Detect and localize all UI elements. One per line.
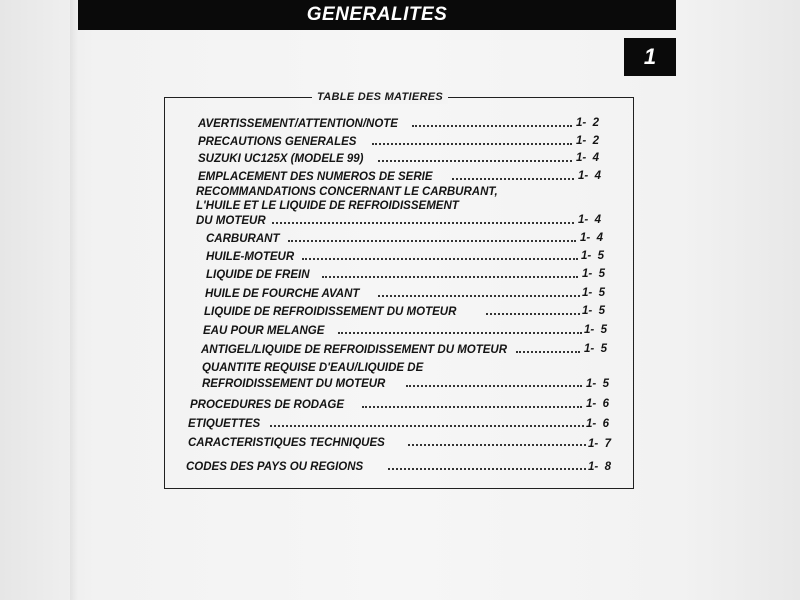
toc-page-number: 1- 4 <box>578 170 602 182</box>
toc-leader <box>272 222 574 224</box>
toc-heading: TABLE DES MATIERES <box>312 90 448 104</box>
toc-page-number: 1- 5 <box>582 305 606 317</box>
toc-entry: CODES DES PAYS OU REGIONS <box>186 461 364 473</box>
toc-page-number: 1- 5 <box>582 268 606 280</box>
toc-entry: HUILE DE FOURCHE AVANT <box>205 288 360 300</box>
toc-entry: EAU POUR MELANGE <box>203 325 325 337</box>
toc-page-number: 1- 8 <box>588 461 612 473</box>
toc-page-number: 1- 2 <box>576 117 600 129</box>
toc-page-number: 1- 5 <box>581 250 605 262</box>
toc-entry: AVERTISSEMENT/ATTENTION/NOTE <box>198 118 398 130</box>
toc-entry: CARACTERISTIQUES TECHNIQUES <box>188 437 385 449</box>
toc-entry: LIQUIDE DE REFROIDISSEMENT DU MOTEUR <box>204 306 457 318</box>
toc-page-number: 1- 6 <box>586 418 610 430</box>
toc-leader <box>378 295 580 297</box>
toc-page-number: 1- 6 <box>586 398 610 410</box>
toc-entry-line: DU MOTEUR <box>196 215 266 227</box>
toc-page-number: 1- 5 <box>586 378 610 390</box>
toc-leader <box>452 178 574 180</box>
toc-leader <box>406 385 582 387</box>
toc-entry-line: REFROIDISSEMENT DU MOTEUR <box>202 378 386 390</box>
toc-leader <box>486 313 580 315</box>
toc-leader <box>288 240 576 242</box>
toc-leader <box>378 160 572 162</box>
toc-entry: LIQUIDE DE FREIN <box>206 269 310 281</box>
toc-entry: EMPLACEMENT DES NUMEROS DE SERIE <box>198 171 433 183</box>
toc-page-number: 1- 4 <box>578 214 602 226</box>
toc-entry-line: QUANTITE REQUISE D'EAU/LIQUIDE DE <box>202 362 424 374</box>
toc-entry: CARBURANT <box>206 233 280 245</box>
chapter-number-badge <box>624 38 676 76</box>
toc-entry: HUILE-MOTEUR <box>206 251 295 263</box>
toc-entry: PROCEDURES DE RODAGE <box>190 399 344 411</box>
toc-page-number: 1- 2 <box>576 135 600 147</box>
section-title-bar <box>78 0 676 30</box>
toc-page-number: 1- 4 <box>576 152 600 164</box>
toc-entry-line: RECOMMANDATIONS CONCERNANT LE CARBURANT, <box>196 186 498 198</box>
toc-leader <box>372 143 572 145</box>
toc-leader <box>362 406 582 408</box>
toc-leader <box>270 425 584 427</box>
toc-entry: ETIQUETTES <box>188 418 261 430</box>
toc-entry: ANTIGEL/LIQUIDE DE REFROIDISSEMENT DU MOTEUR <box>201 344 508 356</box>
toc-leader <box>408 444 586 446</box>
toc-page-number: 1- 5 <box>584 343 608 355</box>
toc-leader <box>322 276 578 278</box>
toc-leader <box>302 258 578 260</box>
toc-leader <box>412 125 572 127</box>
toc-page-number: 1- 7 <box>588 438 612 450</box>
section-title: GENERALITES <box>306 4 448 25</box>
toc-entry-line: L'HUILE ET LE LIQUIDE DE REFROIDISSEMENT <box>196 200 459 212</box>
chapter-number: 1 <box>643 44 657 69</box>
toc-entry: PRECAUTIONS GENERALES <box>198 136 357 148</box>
toc-page-number: 1- 4 <box>580 232 604 244</box>
toc-leader <box>338 332 582 334</box>
toc-leader <box>516 351 580 353</box>
page-binding-shadow <box>70 0 78 600</box>
toc-leader <box>388 468 586 470</box>
toc-page-number: 1- 5 <box>584 324 608 336</box>
toc-page-number: 1- 5 <box>582 287 606 299</box>
toc-entry: SUZUKI UC125X (MODELE 99) <box>198 153 364 165</box>
